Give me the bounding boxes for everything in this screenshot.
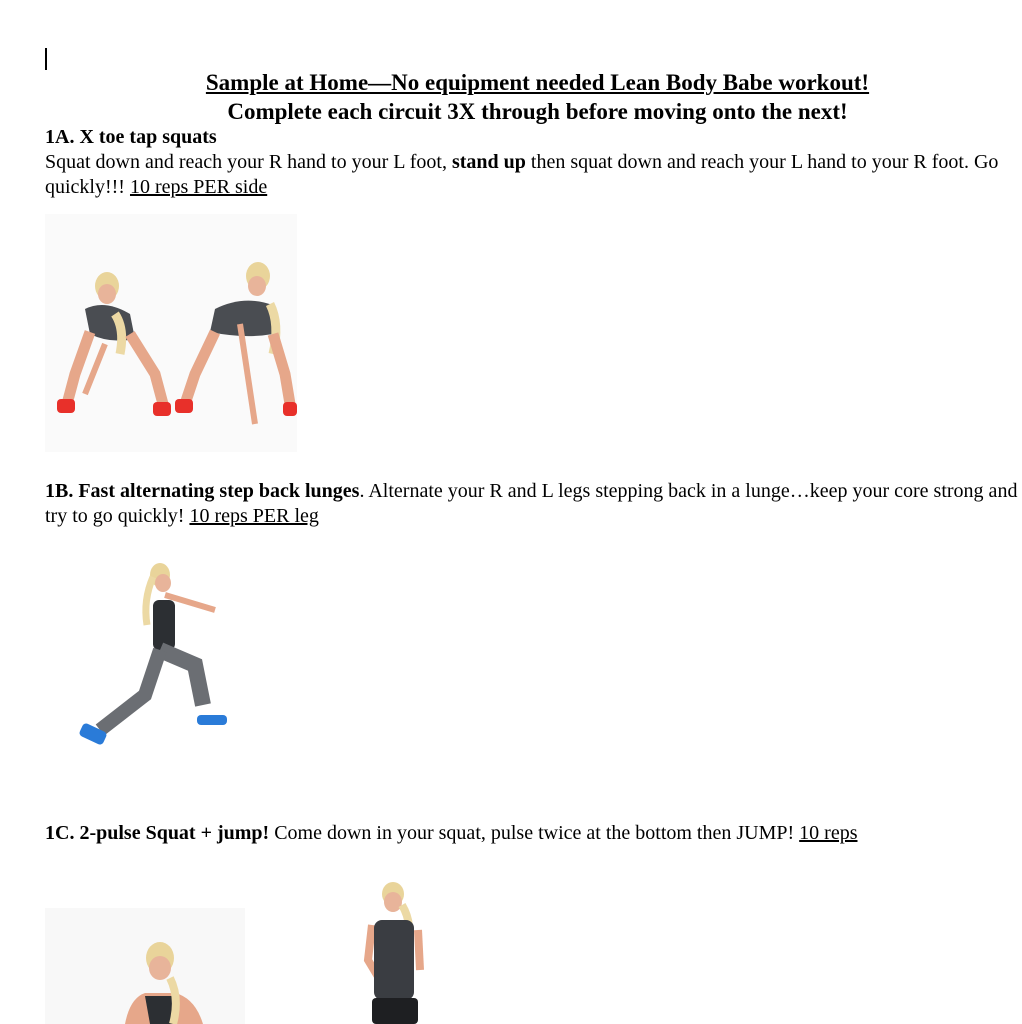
exercise-1b-heading: 1B. Fast alternating step back lunges [45, 480, 360, 502]
exercise-1b-image [75, 555, 240, 755]
exercise-1c-description: 1C. 2-pulse Squat + jump! Come down in your squat, pulse twice at the bottom then JUMP! 10 reps [45, 822, 858, 844]
exercise-1c-heading: 1C. 2-pulse Squat + jump! [45, 822, 270, 844]
exercise-1c-reps: 10 reps [799, 822, 858, 844]
document-title: Sample at Home—No equipment needed Lean Body Babe workout! [205, 70, 870, 95]
text-cursor [45, 48, 47, 70]
exercise-1b-description: 1B. Fast alternating step back lunges. Alternate your R and L legs stepping back in a lunge…keep your core strong and try to go quickly! 10 reps PER leg [45, 480, 1018, 527]
exercise-1a-reps: 10 reps PER side [129, 176, 268, 198]
exercise-1a-description: Squat down and reach your R hand to your L foot, stand up then squat down and reach your L hand to your R foot. Go quickly!!! 10 reps PER side [45, 151, 999, 198]
exercise-1c-image-squat [45, 908, 245, 1024]
exercise-1a-image [45, 214, 297, 452]
document-subtitle: Complete each circuit 3X through before moving onto the next! [227, 99, 848, 124]
exercise-1a-heading: 1A. X toe tap squats [45, 126, 217, 148]
exercise-1c-image-jump [350, 880, 430, 1024]
exercise-1b-reps: 10 reps PER leg [189, 505, 319, 527]
